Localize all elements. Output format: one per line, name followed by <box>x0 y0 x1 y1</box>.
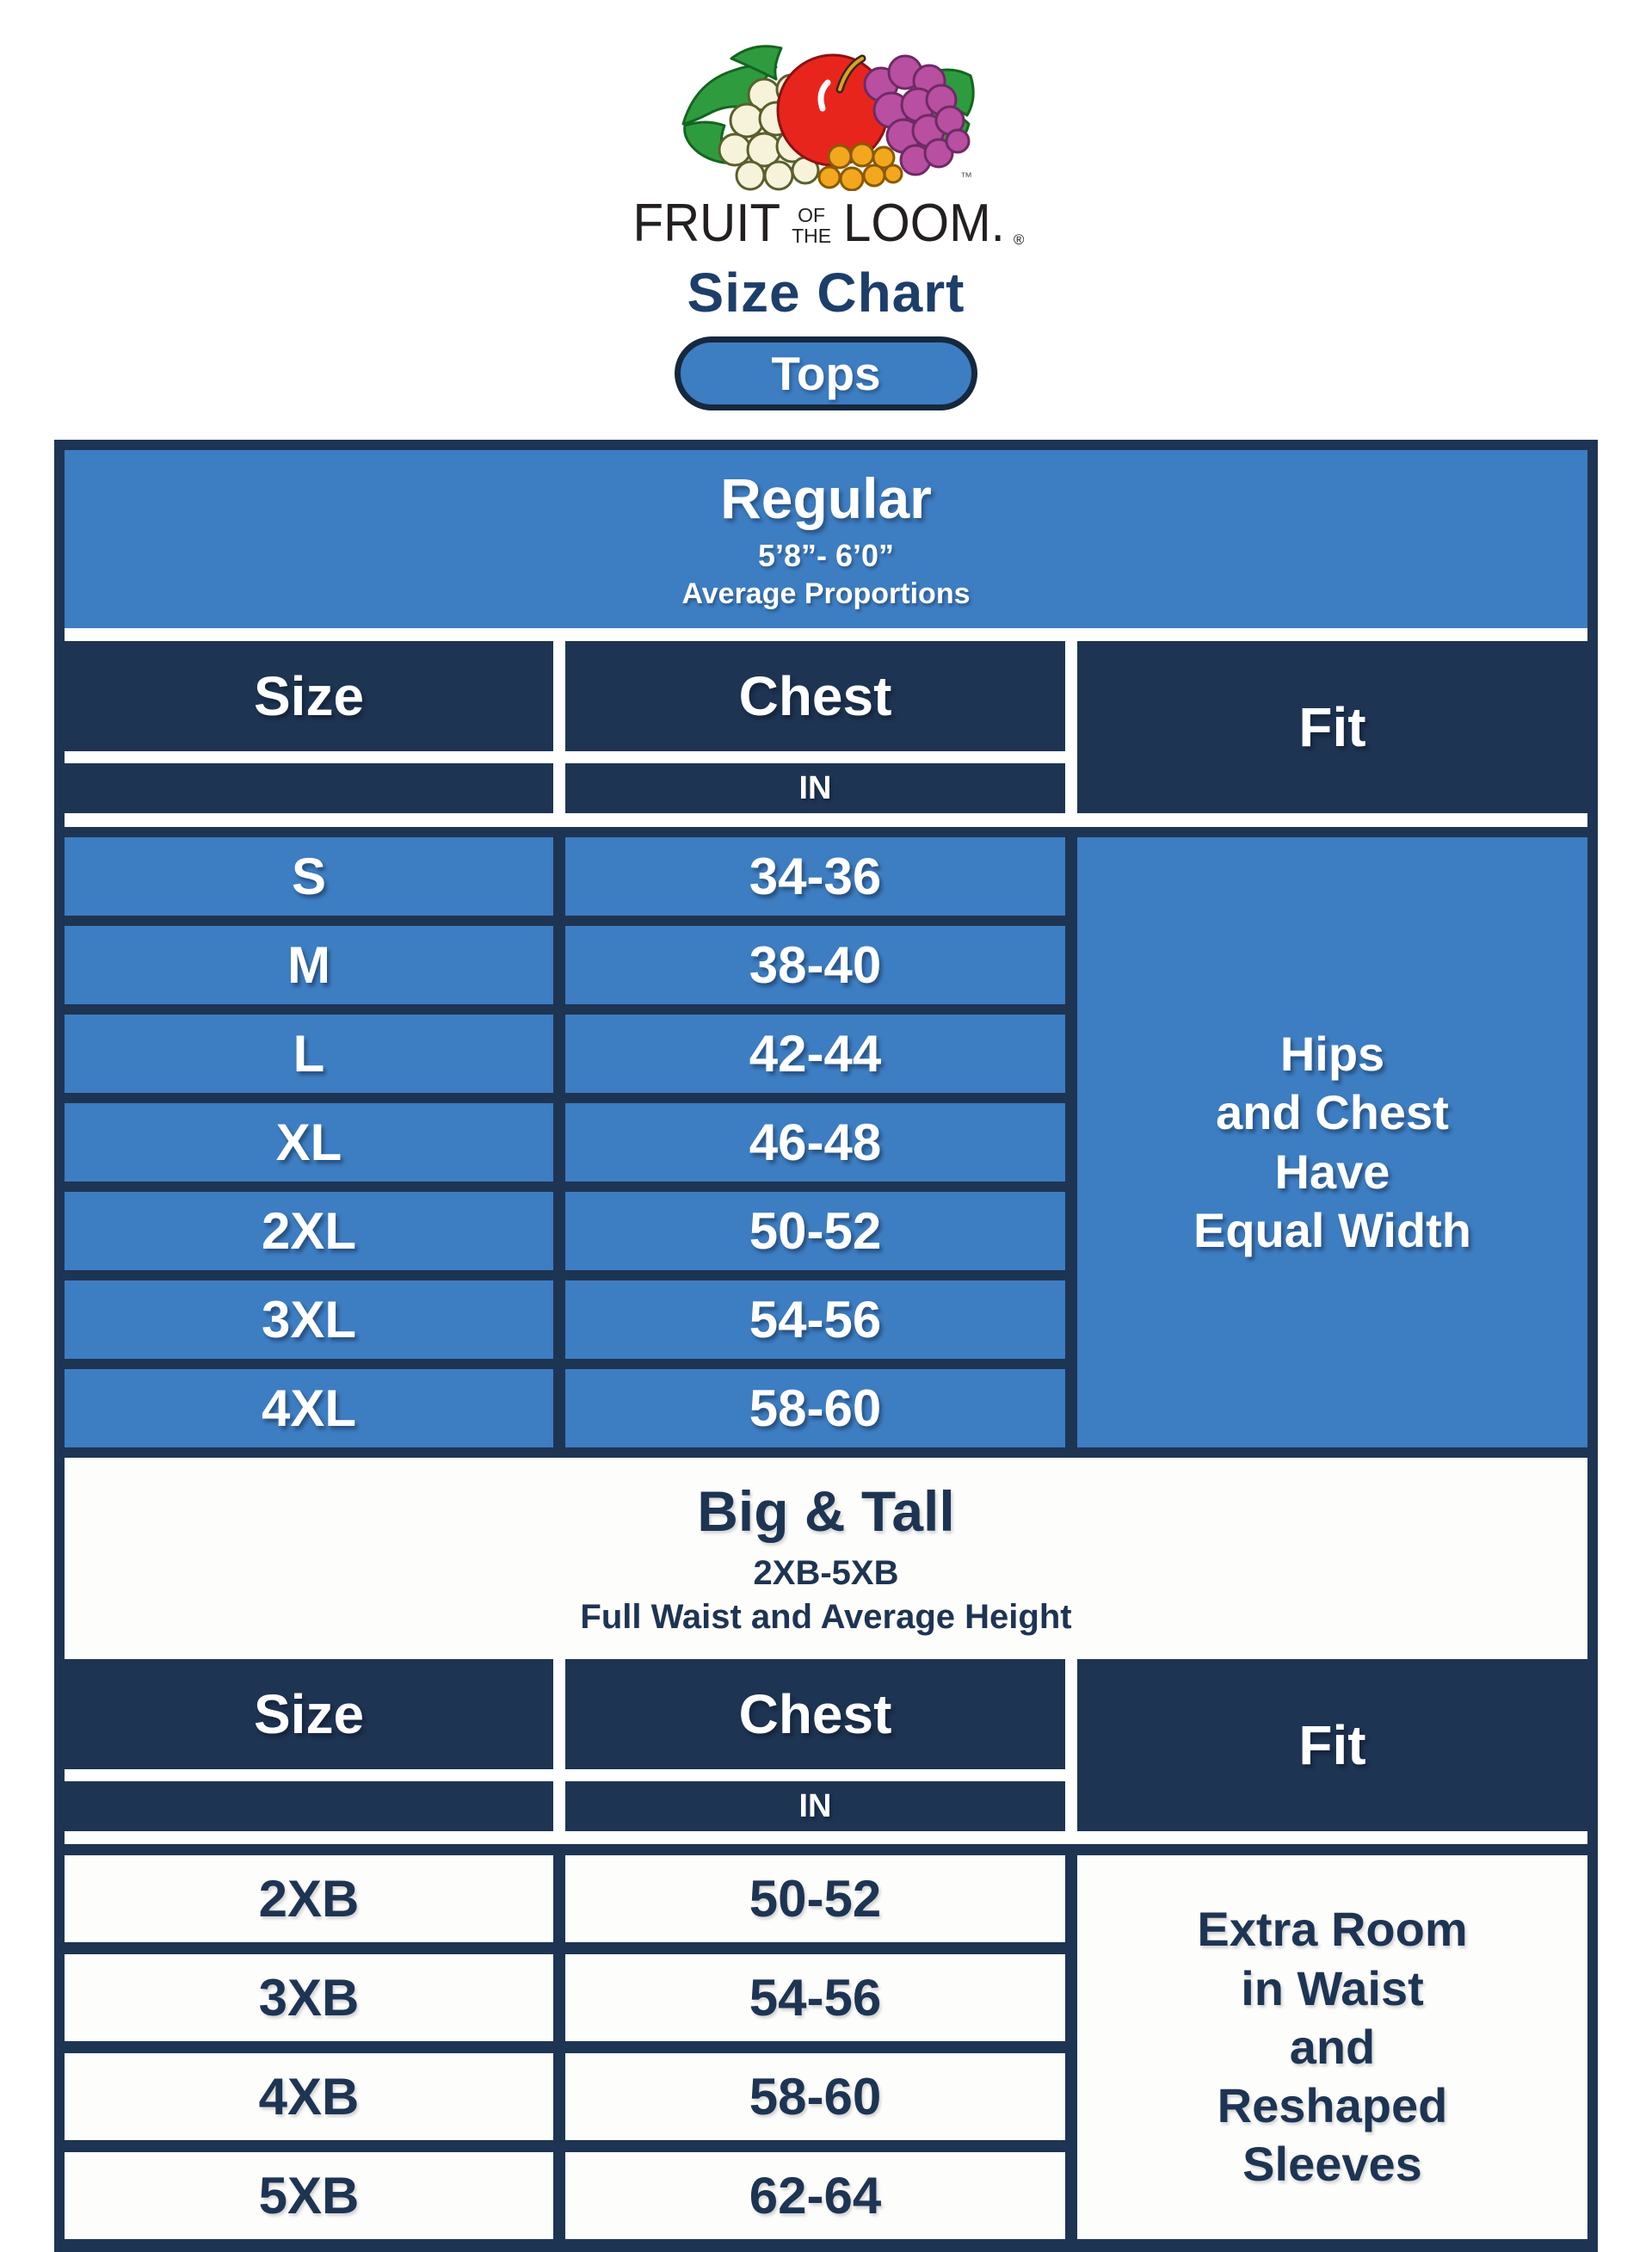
fit-line: Sleeves <box>1242 2137 1422 2192</box>
fit-line: and Chest <box>1216 1085 1449 1140</box>
chest-cell: 54-56 <box>565 1280 1065 1359</box>
big-tall-fit-text <box>1197 1900 1467 2194</box>
size-header-label: Size <box>253 665 365 727</box>
column-header-size <box>65 641 553 751</box>
empty-header-cell <box>65 1781 553 1831</box>
chest-cell: 38-40 <box>565 926 1065 1004</box>
column-header-fit <box>1077 641 1587 813</box>
fit-line: Equal Width <box>1193 1202 1471 1257</box>
size-header-label: Size <box>253 1683 365 1745</box>
regular-section-banner <box>65 450 1587 628</box>
column-header-fit <box>1077 1659 1587 1831</box>
registered-mark: ® <box>1013 231 1025 248</box>
unit-label: IN <box>798 769 832 806</box>
chest-cell: 46-48 <box>565 1103 1065 1182</box>
unit-label: IN <box>798 1787 832 1824</box>
trademark-symbol: ™ <box>960 170 972 183</box>
chest-cell: 58-60 <box>565 2053 1065 2140</box>
fit-line: and <box>1289 2019 1376 2074</box>
fit-header-label: Fit <box>1298 696 1366 758</box>
regular-height-range: 5’8”- 6’0” <box>757 538 895 573</box>
size-cell: 3XL <box>65 1280 553 1359</box>
chest-cell: 58-60 <box>565 1369 1065 1447</box>
fit-line: Extra Room <box>1197 1902 1468 1957</box>
big-tall-fit-cell <box>1077 1855 1587 2239</box>
size-cell: XL <box>65 1103 553 1182</box>
fit-line: Hips <box>1279 1026 1385 1081</box>
big-tall-subtitle: Full Waist and Average Height <box>580 1598 1072 1636</box>
unit-header-cell <box>565 1781 1065 1831</box>
chest-cell: 62-64 <box>565 2152 1065 2239</box>
size-cell: 4XL <box>65 1369 553 1447</box>
brand-word-fruit: FRUIT <box>632 194 780 253</box>
column-header-chest <box>565 1659 1065 1769</box>
column-header-size <box>65 1659 553 1769</box>
size-cell: S <box>65 837 553 916</box>
unit-header-cell <box>565 763 1065 813</box>
column-header-chest <box>565 641 1065 751</box>
brand-word-of: OF <box>798 204 826 227</box>
brand-of-the-stack <box>792 201 831 246</box>
tops-category-badge: Tops <box>675 336 977 410</box>
size-cell: 3XB <box>65 1954 553 2041</box>
chest-header-label: Chest <box>738 665 892 727</box>
size-cell: 2XB <box>65 1855 553 1942</box>
size-cell: 4XB <box>65 2053 553 2140</box>
fit-header-label: Fit <box>1298 1714 1366 1776</box>
regular-fit-cell <box>1077 837 1587 1447</box>
regular-title: Regular <box>720 466 932 530</box>
chest-cell: 50-52 <box>565 1855 1065 1942</box>
fit-line: Reshaped <box>1217 2078 1448 2133</box>
fit-line: Have <box>1274 1144 1390 1199</box>
brand-header <box>0 0 1652 410</box>
big-tall-header-row <box>65 1659 1587 1831</box>
size-chart-table <box>54 440 1598 2252</box>
brand-word-the: THE <box>792 224 832 247</box>
fit-line: in Waist <box>1241 1960 1424 2015</box>
regular-header-row <box>65 641 1587 813</box>
fruit-of-the-loom-logo-icon <box>664 22 988 191</box>
chest-cell: 34-36 <box>565 837 1065 916</box>
divider <box>65 813 1587 827</box>
regular-fit-text <box>1193 1025 1471 1260</box>
chest-cell: 50-52 <box>565 1192 1065 1270</box>
divider <box>65 1831 1587 1844</box>
brand-word-loom: LOOM. <box>843 194 1005 253</box>
regular-data-rows <box>65 827 1587 1458</box>
empty-header-cell <box>65 763 553 813</box>
chest-header-label: Chest <box>738 1683 892 1745</box>
size-cell: 2XL <box>65 1192 553 1270</box>
size-cell: 5XB <box>65 2152 553 2239</box>
big-tall-size-range: 2XB-5XB <box>753 1554 899 1592</box>
chest-cell: 54-56 <box>565 1954 1065 2041</box>
big-tall-title: Big & Tall <box>697 1479 955 1543</box>
regular-subtitle: Average Proportions <box>681 577 971 610</box>
big-tall-data-rows <box>65 1844 1587 2239</box>
divider <box>65 628 1587 641</box>
big-tall-section-banner <box>65 1458 1587 1659</box>
size-cell: L <box>65 1015 553 1093</box>
chest-cell: 42-44 <box>565 1015 1065 1093</box>
page-title: Size Chart <box>687 262 965 324</box>
brand-wordmark <box>0 193 1652 254</box>
size-cell: M <box>65 926 553 1004</box>
